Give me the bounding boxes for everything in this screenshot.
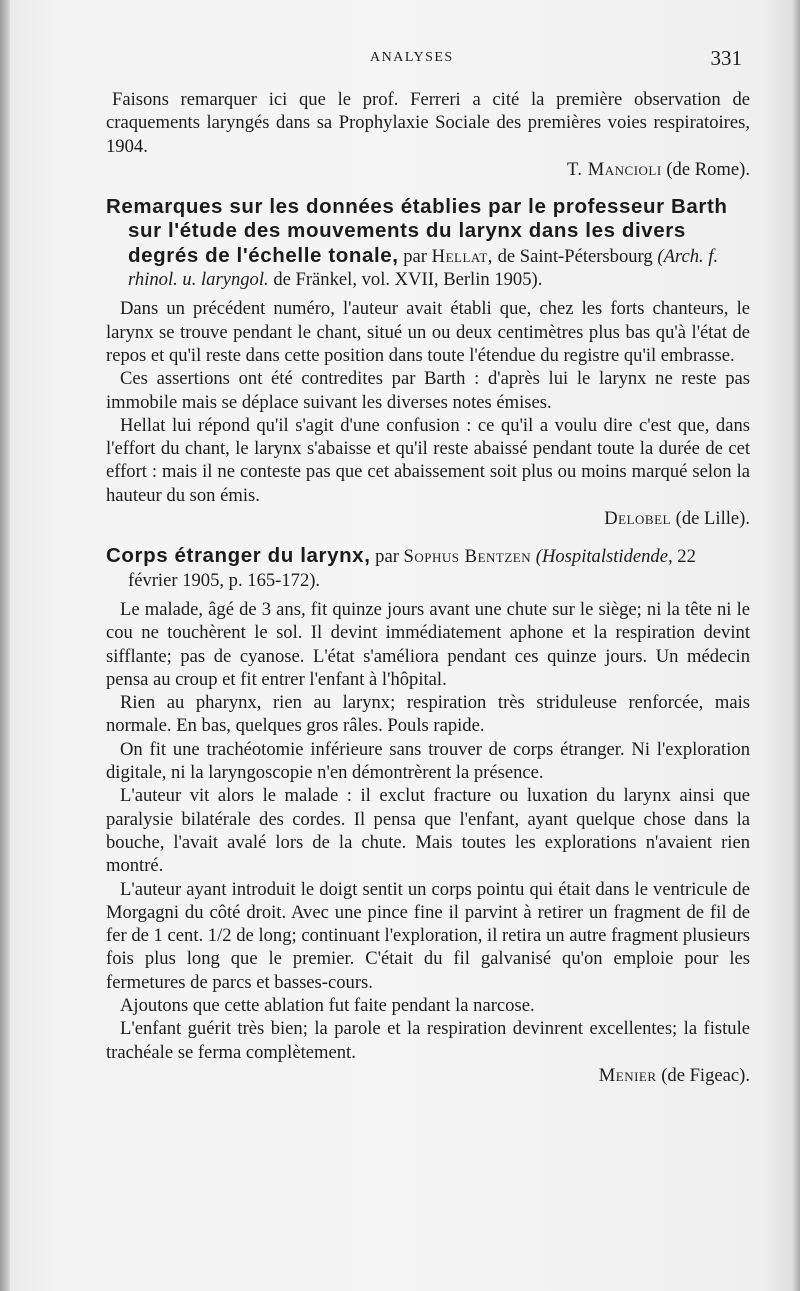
signature-name: Delobel xyxy=(604,508,671,530)
article-paragraph: L'enfant guérit très bien; la parole et la respiration devinrent excellentes; la fistule trachéale se ferma complètement. xyxy=(106,1018,750,1063)
article-author-place: de Saint-Pétersbourg xyxy=(497,245,653,267)
page-edge-right xyxy=(792,0,800,1291)
signature-name: Menier xyxy=(598,1064,657,1086)
article-heading: Remarques sur les données établies par le professeur Barth sur l'étude des mouvements du larynx dans les divers degrés de l'échelle tonale, xyxy=(106,195,728,267)
page-edge-left xyxy=(0,0,10,1291)
intro-section xyxy=(106,88,750,181)
intro-paragraph: Faisons remarquer ici que le prof. Ferreri a cité la première observation de craquements laryngés dans sa Prophylaxie Sociale des premières voies respiratoires, 1904. xyxy=(106,89,750,157)
article-title-block xyxy=(106,544,750,592)
article-by: par xyxy=(403,245,427,267)
signature-name: T. Mancioli xyxy=(566,158,662,180)
page-number: 331 xyxy=(710,46,742,70)
article-author: Hellat, xyxy=(431,245,493,267)
article-paragraph: L'auteur vit alors le malade : il exclut fracture ou luxation du larynx ainsi que paralysie bilatérale des cordes. Il pensa que l'enfant, ayant quelque chose dans la bouche, l'avait avalé lors de la chute. Mais toutes les explorations n'avaient rien montré. xyxy=(106,785,750,877)
article-heading: Corps étranger du larynx, xyxy=(106,544,371,568)
article-title-block xyxy=(106,195,750,291)
signature-place: (de Figeac). xyxy=(661,1064,750,1086)
page-header xyxy=(100,46,750,76)
article-paragraph: Ces assertions ont été contredites par Barth : d'après lui le larynx ne reste pas immobile mais se déplace suivant les diverses notes émises. xyxy=(106,368,750,413)
article-paragraph: Le malade, âgé de 3 ans, fit quinze jours avant une chute sur le siège; ni la tête ni le cou ne touchèrent le sol. Il devint immédiatement aphone et la respiration devint sifflante; pas de cyanose. L'état s'améliora pendant ces quinze jours. Un médecin pensa au croup et fit entrer l'enfant à l'hôpital. xyxy=(106,598,750,690)
article-by: par xyxy=(375,546,399,568)
signature-place: (de Lille). xyxy=(675,508,750,530)
intro-signature xyxy=(106,158,750,181)
article-foreign-body xyxy=(106,544,750,1087)
article-paragraph: Ajoutons que cette ablation fut faite pendant la narcose. xyxy=(120,994,535,1016)
article-source: (Hospitalstidende, xyxy=(535,546,673,568)
article-author: Sophus Bentzen xyxy=(403,546,532,568)
article-source-details: 22 février 1905, p. 165-172). xyxy=(128,546,696,591)
running-head: ANALYSES xyxy=(370,50,454,65)
article-larynx-movements xyxy=(106,195,750,530)
article-paragraph: On fit une trachéotomie inférieure sans trouver de corps étranger. Ni l'exploration digitale, ni la laryngoscopie n'en démontrèrent la présence. xyxy=(106,738,750,784)
page-content xyxy=(106,88,750,1087)
article-signature xyxy=(106,1064,750,1087)
article-source-details: de Fränkel, vol. XVII, Berlin 1905). xyxy=(273,269,543,291)
signature-place: (de Rome). xyxy=(666,158,750,180)
article-signature xyxy=(106,507,750,530)
article-paragraph: Rien au pharynx, rien au larynx; respiration très striduleuse renforcée, mais normale. En bas, quelques gros râles. Pouls rapide. xyxy=(106,692,750,737)
article-source: (Arch. f. rhinol. u. laryngol. xyxy=(128,245,719,291)
article-paragraph: Dans un précédent numéro, l'auteur avait établi que, chez les forts chanteurs, le larynx se trouve pendant le chant, situé un ou deux centimètres plus bas qu'à l'état de repos et qu'il reste dans cette position dans toute l'étendue du registre qu'il embrasse. xyxy=(106,298,750,366)
article-paragraph: Hellat lui répond qu'il s'agit d'une confusion : ce qu'il a voulu dire c'est que, dans l'effort du chant, le larynx s'abaisse et qu'il reste abaissé pendant toute la durée de cet effort : mais il ne conteste pas que cet abaissement soit plus ou moins marqué selon la hauteur du son émis. xyxy=(106,414,750,506)
article-paragraph: L'auteur ayant introduit le doigt sentit un corps pointu qui était dans le ventricule de Morgagni du côté droit. Avec une pince fine il parvint à retirer un fragment de fil de fer de 1 cent. 1/2 de long; continuant l'exploration, il retira un autre fragment plusieurs fois plus long que le premier. C'était du fil galvanisé qu'on emploie pour les fermetures de parcs et basses-cours. xyxy=(106,878,750,993)
